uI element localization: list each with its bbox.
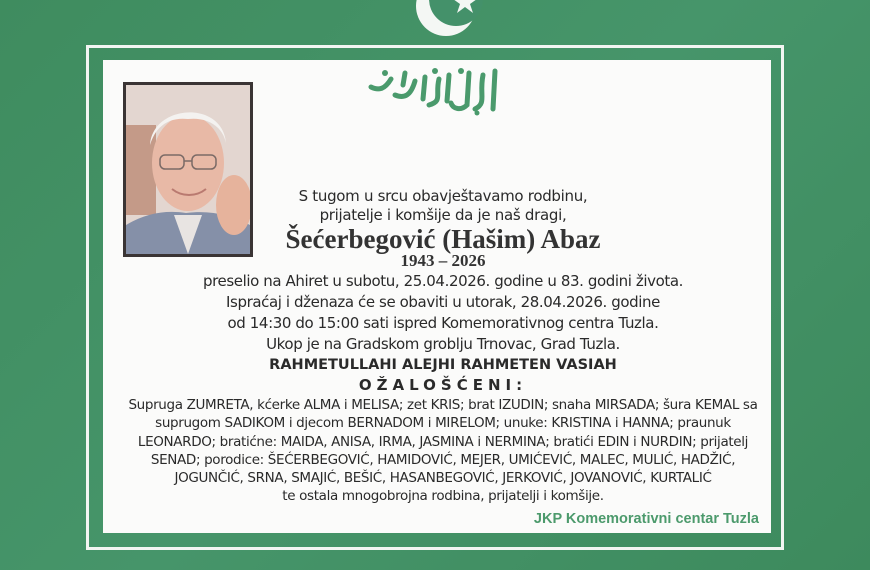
mourners-list (103, 396, 783, 506)
info-line: od 14:30 do 15:00 sati ispred Komemorativnog centra Tuzla. (227, 314, 659, 332)
mourners-line: te ostala mnogobrojna rodbina, prijatelji i komšije. (282, 488, 604, 505)
info-line: preselio na Ahiret u subotu, 25.04.2026. godine u 83. godini života. (202, 272, 684, 290)
intro-line: prijatelje i komšije da je naš dragi, (319, 206, 567, 224)
info-line: Ukop je na Gradskom groblju Trnovac, Grad Tuzla. (266, 335, 620, 353)
info-line: Ispraćaj i dženaza će se obaviti u utorak, 28.04.2026. godine (226, 293, 660, 311)
intro-text (143, 187, 743, 225)
mourners-line: LEONARDO; bratićne: MAIDA, ANISA, IRMA, JASMINA i NERMINA; bratići EDIN i NURDIN; prijatelj (137, 433, 749, 450)
arabic-calligraphy-icon (365, 65, 505, 117)
mourners-line: JOGUNČIĆ, SRNA, SMAJIĆ, BEŠIĆ, HASANBEGOVIĆ, JERKOVIĆ, JOVANOVIĆ, KURTALIĆ (174, 470, 712, 487)
funeral-info (103, 271, 783, 355)
publisher-name: JKP Komemorativni centar Tuzla (533, 511, 759, 527)
crescent-star-icon (410, 0, 490, 42)
obituary-paper (103, 60, 771, 533)
mourners-line: Supruga ZUMRETA, kćerke ALMA i MELISA; zet KRIS; brat IZUDIN; snaha MIRSADA; šura KEMAL sa (128, 397, 758, 413)
deceased-name: Šećerbegović (Hašim) Abaz (285, 224, 601, 254)
intro-line: S tugom u srcu obavještavamo rodbinu, (298, 187, 588, 205)
prayer-text: RAHMETULLAHI ALEJHI RAHMETEN VASIAH (269, 357, 617, 373)
mourners-line: suprugom SADIKOM i djecom BERNADOM i MIRELOM; unuke: KRISTINA i HANNA; praunuk (155, 415, 731, 432)
mourners-line: SENAD; porodice: ŠEĆERBEGOVIĆ, HAMIDOVIĆ, MEJER, UMIĆEVIĆ, MALEC, MULIĆ, HADŽIĆ, (150, 451, 736, 468)
mourners-heading: OŽALOŠĆENI: (358, 376, 528, 394)
life-years: 1943 – 2026 (400, 251, 486, 270)
